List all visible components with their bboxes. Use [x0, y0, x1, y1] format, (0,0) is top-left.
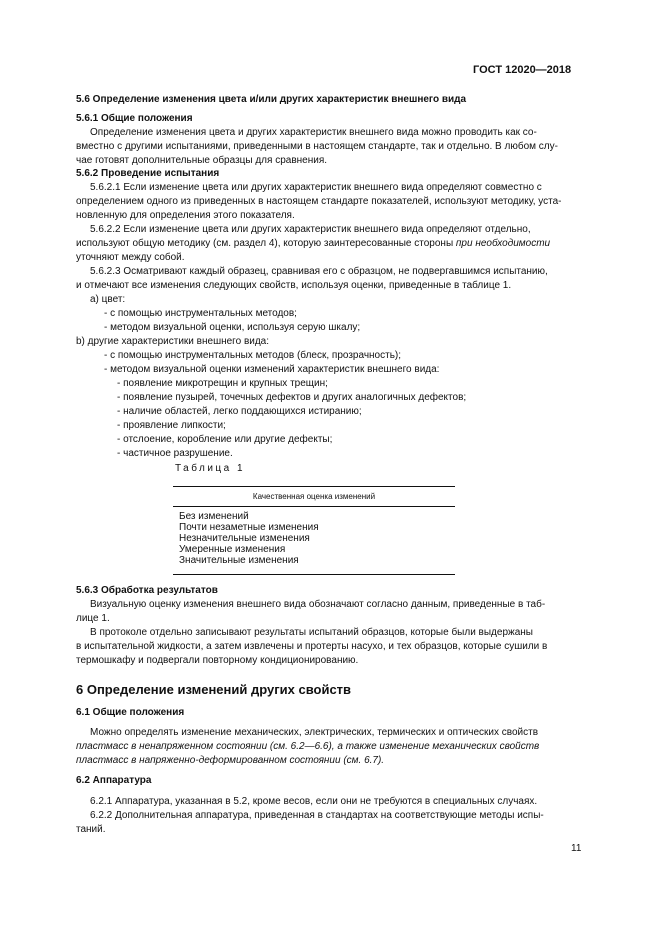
section-5-6-1-text: вместно с другими испытаниями, приведенными в настоящем стандарте, так и отдельно. В любом слу-	[76, 141, 558, 152]
sub-list-item: - частичное разрушение.	[117, 448, 233, 459]
list-item: - методом визуальной оценки изменений характеристик внешнего вида:	[104, 364, 440, 375]
section-5-6-3-text: термошкафу и подвергали повторному кондиционированию.	[76, 655, 359, 666]
table-header: Качественная оценка изменений	[252, 492, 376, 501]
section-6-2-2-text: таний.	[76, 824, 106, 835]
list-item: - с помощью инструментальных методов;	[104, 308, 297, 319]
section-5-6-title: 5.6 Определение изменения цвета и/или других характеристик внешнего вида	[76, 94, 467, 105]
list-a-label: а) цвет:	[90, 294, 126, 305]
paragraph-5-6-2-3: 5.6.2.3 Осматривают каждый образец, сравнивая его с образцом, не подвергавшимся испытанию,	[90, 266, 548, 277]
sub-list-item: - появление микротрещин и крупных трещин;	[117, 378, 328, 389]
section-6-1-text: Можно определять изменение механических, электрических, термических и оптических свойств	[90, 727, 539, 738]
list-b-label: b) другие характеристики внешнего вида:	[76, 336, 270, 347]
paragraph-5-6-2-2: уточняют между собой.	[76, 252, 185, 263]
section-5-6-3-title: 5.6.3 Обработка результатов	[76, 585, 218, 596]
section-5-6-2-title: 5.6.2 Проведение испытания	[76, 168, 220, 179]
section-6-2-title: 6.2 Аппаратура	[76, 775, 152, 786]
table-divider	[173, 506, 455, 507]
section-5-6-3-text: В протоколе отдельно записывают результаты испытаний образцов, которые были выдержаны	[90, 627, 533, 638]
section-5-6-3-text: в испытательной жидкости, а затем извлечены и протерты насухо, и тех образцов, которые сушили в	[76, 641, 548, 652]
section-5-6-1-text: Определение изменения цвета и других характеристик внешнего вида можно проводить как со-	[90, 127, 537, 138]
section-6-1-title: 6.1 Общие положения	[76, 707, 185, 718]
paragraph-5-6-2-2	[76, 238, 550, 250]
paragraph-5-6-2-1: новленную для определения этого показателя.	[76, 210, 295, 221]
paragraph-5-6-2-1: определением одного из приведенных в настоящем стандарте показателей, используют методику, уста-	[76, 196, 562, 207]
table-1	[173, 486, 455, 575]
section-6-1-text: пластмасс в напряженно-деформированном состоянии (см. 6.7).	[76, 755, 385, 766]
paragraph-emphasis: при необходимости	[455, 238, 551, 249]
section-5-6-1-text: чае готовят дополнительные образцы для сравнения.	[76, 155, 328, 166]
table-caption: Таблица 1	[175, 463, 246, 474]
section-6-2-2-text: 6.2.2 Дополнительная аппаратура, приведенная в стандартах на соответствующие методы испы-	[90, 810, 544, 821]
table-row: Умеренные изменения	[179, 544, 286, 555]
section-5-6-3-text: лице 1.	[76, 613, 110, 624]
list-item: - методом визуальной оценки, используя серую шкалу;	[104, 322, 361, 333]
paragraph-5-6-2-1: 5.6.2.1 Если изменение цвета или других характеристик внешнего вида определяют совместно с	[90, 182, 542, 193]
document-code: ГОСТ 12020—2018	[473, 64, 572, 76]
table-row: Значительные изменения	[179, 555, 299, 566]
paragraph-5-6-2-3: и отмечают все изменения следующих свойств, используя оценки, приведенные в таблице 1.	[76, 280, 512, 291]
paragraph-text: используют общую методику (см. раздел 4), которую заинтересованные стороны	[76, 238, 456, 249]
sub-list-item: - наличие областей, легко поддающихся истиранию;	[117, 406, 362, 417]
sub-list-item: - появление пузырей, точечных дефектов и других аналогичных дефектов;	[117, 392, 467, 403]
list-item: - с помощью инструментальных методов (блеск, прозрачность);	[104, 350, 402, 361]
sub-list-item: - проявление липкости;	[117, 420, 226, 431]
table-row: Незначительные изменения	[179, 533, 310, 544]
section-5-6-1-title: 5.6.1 Общие положения	[76, 113, 193, 124]
section-5-6-3-text: Визуальную оценку изменения внешнего вида обозначают согласно данным, приведенные в таб-	[90, 599, 546, 610]
sub-list-item: - отслоение, коробление или другие дефекты;	[117, 434, 333, 445]
table-row: Почти незаметные изменения	[179, 522, 319, 533]
section-6-title: 6 Определение изменений других свойств	[76, 682, 352, 697]
page-number: 11	[571, 843, 582, 854]
table-row: Без изменений	[179, 511, 249, 522]
section-6-2-1-text: 6.2.1 Аппаратура, указанная в 5.2, кроме весов, если они не требуются в специальных случаях.	[90, 796, 538, 807]
section-6-1-text: пластмасс в ненапряженном состоянии (см. 6.2—6.6), а также изменение механических свойств	[76, 741, 540, 752]
paragraph-5-6-2-2: 5.6.2.2 Если изменение цвета или других характеристик внешнего вида определяют отдельно,	[90, 224, 531, 235]
